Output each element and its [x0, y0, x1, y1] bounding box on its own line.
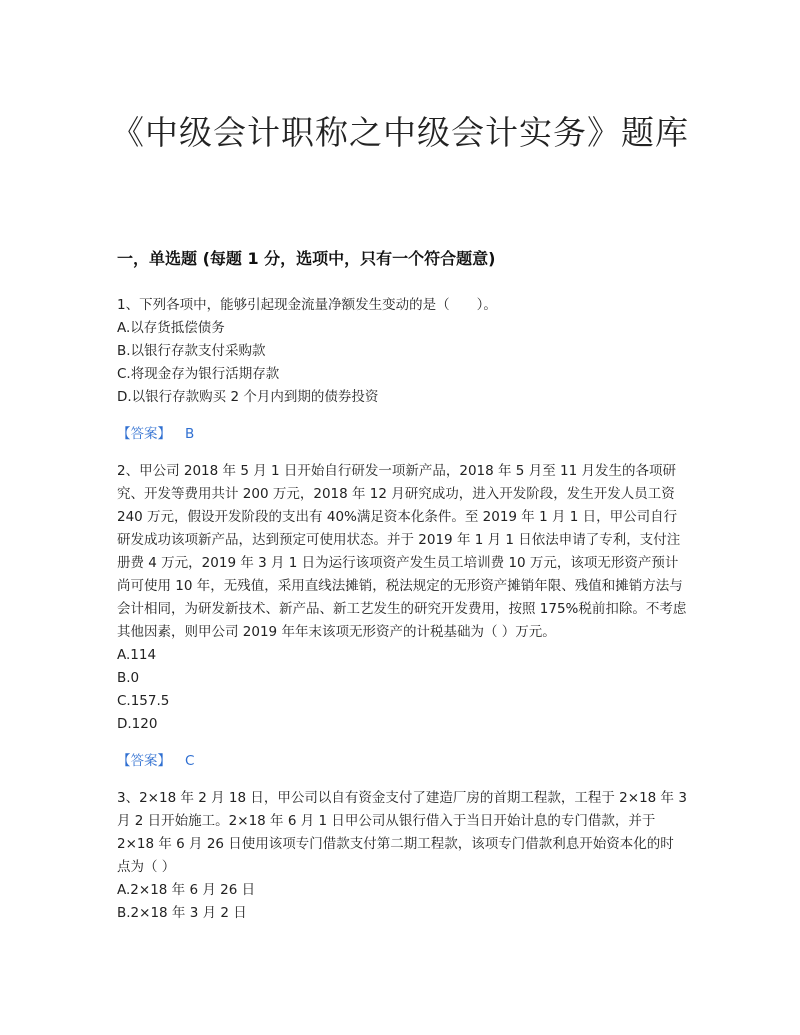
question-3 — [117, 787, 687, 925]
section-heading: 一，单选题 (每题 1 分，选项中，只有一个符合题意) — [117, 249, 496, 268]
option-a: A.2×18 年 6 月 26 日 — [117, 882, 256, 898]
option-a: A.114 — [117, 647, 157, 663]
option-b: B.0 — [117, 670, 140, 686]
question-stem: 1、下列各项中，能够引起现金流量净额发生变动的是（ ）。 — [117, 297, 497, 313]
answer-label: 【答案】 — [117, 426, 171, 442]
answer-line — [117, 423, 687, 446]
question-2 — [117, 460, 687, 773]
document-title: 《中级会计职称之中级会计实务》题库 — [111, 113, 689, 152]
option-d: D.以银行存款购买 2 个月内到期的债券投资 — [117, 389, 379, 405]
question-stem: 2、甲公司 2018 年 5 月 1 日开始自行研发一项新产品，2018 年 5 月至 11 月发生的各项研究、开发等费用共计 200 万元，2018 年 12 月研究成功，进入开发阶段，发生开发人员工资 240 万元，假设开发阶段的支出有 40%满足资本化条件。至 2019 年 1 月 1 日，甲公司自行研发成功该项新产品，达到预定可使用状态。并于 2019 年 1 月 1 日依法申请了专利，支付注册费 4 万元，2019 年 3 月 1 日为运行该项资产发生员工培训费 10 万元，该项无形资产预计尚可使用 10 年，无残值，采用直线法摊销，税法规定的无形资产摊销年限、残值和摊销方法与会计相同，为研发新技术、新产品、新工艺发生的研究开发费用，按照 175%税前扣除。不考虑其他因素，则甲公司 2019 年年末该项无形资产的计税基础为（ ）万元。 — [117, 463, 687, 640]
option-b: B.2×18 年 3 月 2 日 — [117, 905, 247, 921]
option-c: C.157.5 — [117, 693, 170, 709]
option-c: C.将现金存为银行活期存款 — [117, 366, 280, 382]
option-b: B.以银行存款支付采购款 — [117, 343, 266, 359]
answer-label: 【答案】 — [117, 753, 171, 769]
option-a: A.以存货抵偿债务 — [117, 320, 225, 336]
option-d: D.120 — [117, 716, 158, 732]
answer-value: C — [185, 753, 195, 769]
answer-value: B — [185, 426, 195, 442]
question-list — [117, 294, 687, 925]
question-1 — [117, 294, 687, 446]
question-stem: 3、2×18 年 2 月 18 日，甲公司以自有资金支付了建造厂房的首期工程款，工程于 2×18 年 3 月 2 日开始施工。2×18 年 6 月 1 日甲公司从银行借入于当日开始计息的专门借款，并于 2×18 年 6 月 26 日使用该项专门借款支付第二期工程款，该项专门借款利息开始资本化的时点为（ ） — [117, 790, 687, 875]
answer-line — [117, 750, 687, 773]
